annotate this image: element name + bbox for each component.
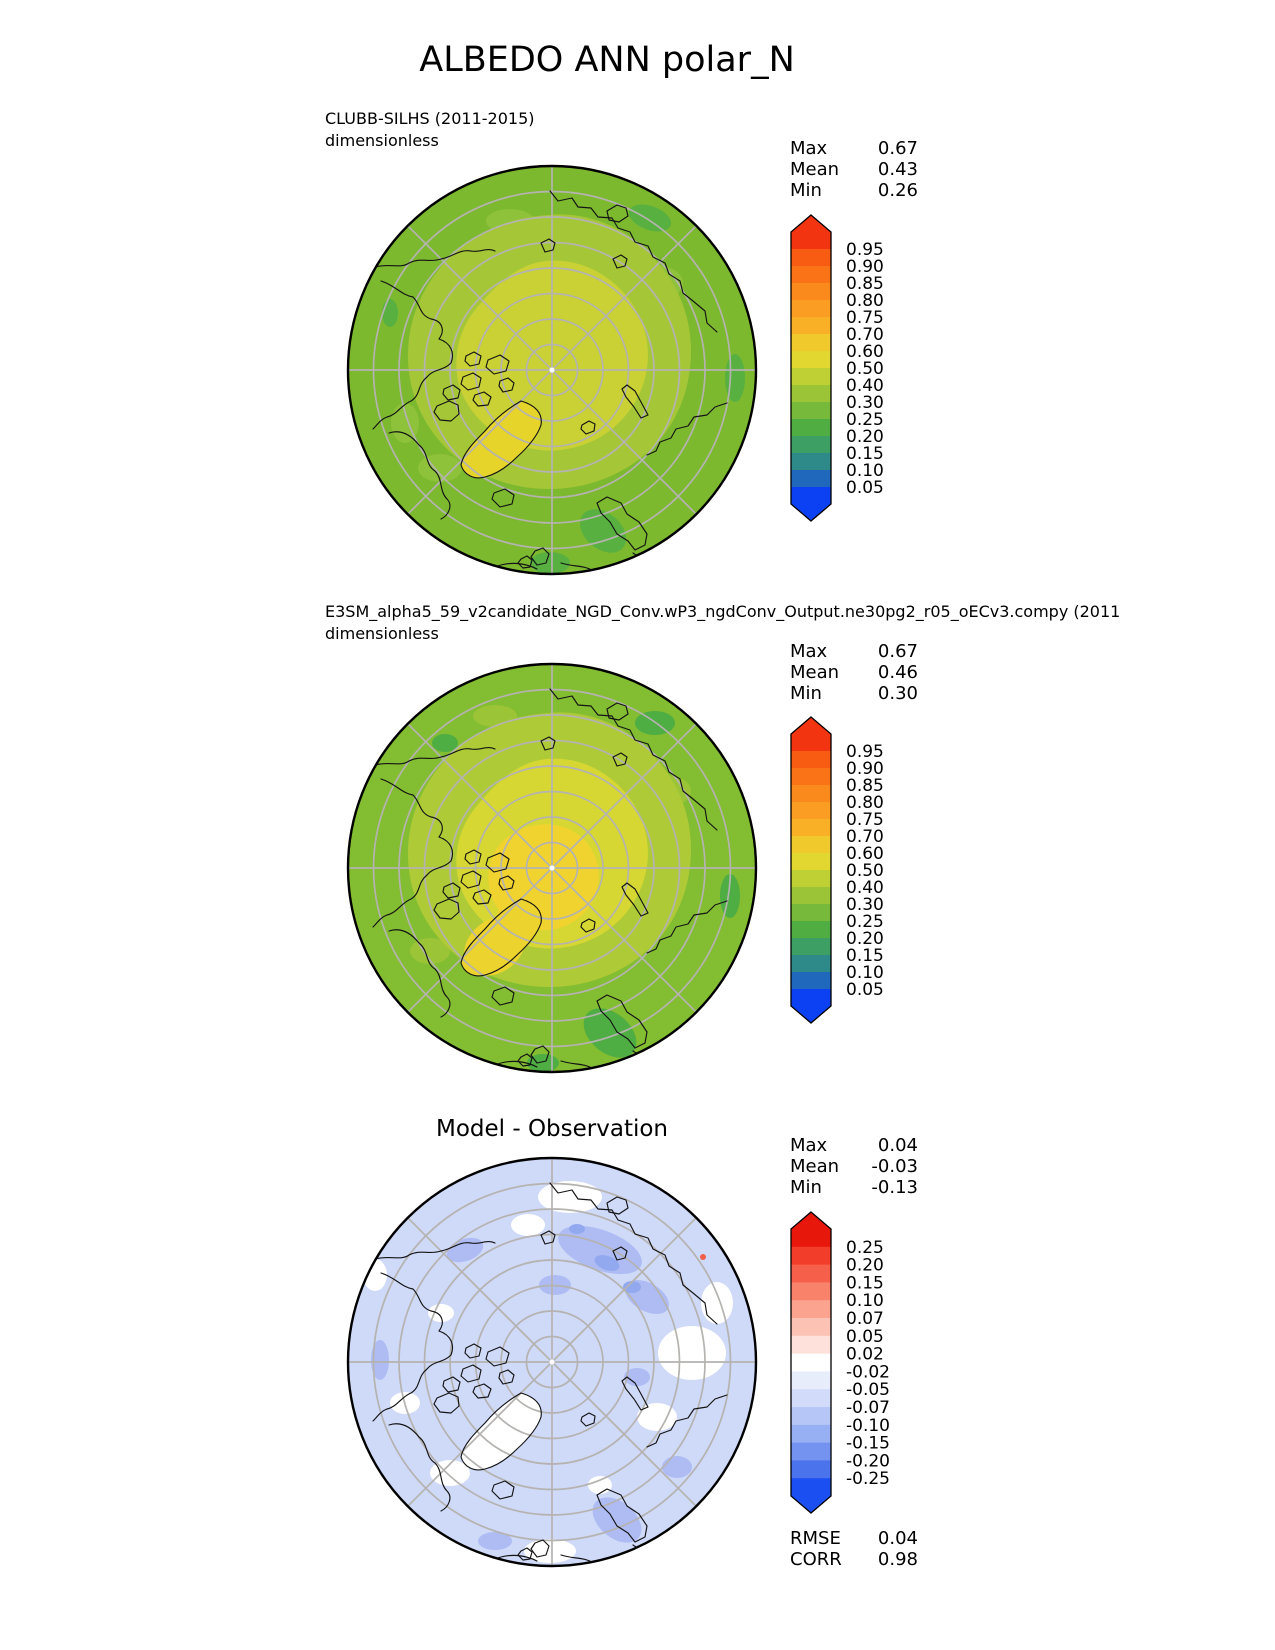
stat-name: Max [790, 641, 828, 662]
colorbar-tick-label: 0.20 [846, 928, 884, 949]
colorbar-tick-label: -0.10 [846, 1415, 890, 1436]
colorbar-tick-label: 0.15 [846, 1273, 884, 1294]
colorbar-tick-label: 0.15 [846, 443, 884, 464]
stat-value: 0.46 [877, 662, 918, 683]
colorbar-segment [791, 232, 831, 250]
colorbar-segment [791, 1407, 831, 1425]
colorbar-segment [791, 368, 831, 386]
obs-stats-block [790, 138, 918, 201]
colorbar-segment [791, 989, 831, 1007]
colorbar-segment [791, 955, 831, 973]
diff-metrics-block [790, 1528, 918, 1570]
stat-row [790, 1177, 918, 1198]
colorbar-tick-label: 0.20 [846, 1255, 884, 1276]
colorbar-tick-label: 0.20 [846, 426, 884, 447]
colorbar-tick-label: -0.07 [846, 1397, 890, 1418]
colorbar-segment [791, 266, 831, 284]
colorbar-tick-label: 0.80 [846, 792, 884, 813]
colorbar-segment [791, 751, 831, 769]
colorbar-tick-label: -0.02 [846, 1362, 890, 1383]
stat-name: Min [790, 683, 822, 704]
model-polar-map [345, 661, 759, 1075]
colorbar-tick-label: 0.10 [846, 1291, 884, 1312]
colorbar-tick-label: 0.30 [846, 392, 884, 413]
colorbar-segment [791, 402, 831, 420]
colorbar-tick-label: 0.75 [846, 307, 884, 328]
colorbar-extend-arrow-top [791, 215, 831, 232]
stat-row [790, 159, 918, 180]
colorbar-segment [791, 1478, 831, 1496]
metric-value: 0.04 [877, 1528, 918, 1549]
colorbar-segment [791, 972, 831, 990]
colorbar-segment [791, 819, 831, 837]
obs-colorbar [790, 214, 940, 526]
diff-pole-dot [549, 1359, 554, 1364]
colorbar-segment [791, 1318, 831, 1336]
colorbar-segment [791, 317, 831, 335]
colorbar-tick-label: -0.15 [846, 1433, 890, 1454]
stat-row [790, 138, 918, 159]
obs-units-label: dimensionless [325, 131, 439, 150]
colorbar-segment [791, 904, 831, 922]
stat-name: Min [790, 1177, 822, 1198]
colorbar-segment [791, 385, 831, 403]
colorbar-segment [791, 1389, 831, 1407]
colorbar-tick-label: 0.75 [846, 809, 884, 830]
diff-stats-block [790, 1135, 918, 1198]
stat-value: 0.67 [877, 138, 918, 159]
colorbar-tick-label: 0.95 [846, 239, 884, 260]
metric-row [790, 1549, 918, 1570]
diff-red-spot [700, 1254, 706, 1260]
colorbar-tick-label: 0.30 [846, 894, 884, 915]
colorbar-segment [791, 785, 831, 803]
model-stats-block [790, 641, 918, 704]
model-panel-label [325, 601, 1120, 645]
colorbar-tick-label: 0.25 [846, 409, 884, 430]
colorbar-segment [791, 1371, 831, 1389]
colorbar-tick-label: 0.90 [846, 256, 884, 277]
colorbar-segment [791, 1425, 831, 1443]
colorbar-segment [791, 453, 831, 471]
colorbar-tick-label: 0.90 [846, 758, 884, 779]
diff-panel-title: Model - Observation [435, 1116, 669, 1142]
colorbar-segment [791, 836, 831, 854]
metric-value: 0.98 [877, 1549, 918, 1570]
colorbar-tick-label: 0.85 [846, 273, 884, 294]
colorbar-tick-label: 0.70 [846, 324, 884, 345]
stat-value: 0.30 [877, 683, 918, 704]
stat-row [790, 662, 918, 683]
colorbar-tick-label: 0.05 [846, 477, 884, 498]
stat-row [790, 1156, 918, 1177]
colorbar-tick-label: 0.25 [846, 1237, 884, 1258]
colorbar-segment [791, 768, 831, 786]
colorbar-tick-label: 0.02 [846, 1344, 884, 1365]
colorbar-extend-arrow-bottom [791, 1006, 831, 1023]
colorbar-segment [791, 334, 831, 352]
colorbar-segment [791, 1265, 831, 1283]
colorbar-tick-label: 0.60 [846, 341, 884, 362]
colorbar-svg [790, 214, 940, 522]
colorbar-tick-label: 0.40 [846, 877, 884, 898]
metric-name: RMSE [790, 1528, 841, 1549]
colorbar-segment [791, 1336, 831, 1354]
stat-name: Max [790, 1135, 828, 1156]
colorbar-tick-label: 0.05 [846, 979, 884, 1000]
colorbar-segment [791, 921, 831, 939]
colorbar-segment [791, 938, 831, 956]
model-dataset-label: E3SM_alpha5_59_v2candidate_NGD_Conv.wP3_ngdConv_Output.ne30pg2_r05_oECv3.compy (2011 [325, 602, 1121, 621]
stat-value: 0.67 [877, 641, 918, 662]
colorbar-tick-label: 0.05 [846, 1326, 884, 1347]
colorbar-tick-label: 0.60 [846, 843, 884, 864]
stat-value: -0.13 [871, 1177, 918, 1198]
colorbar-tick-label: 0.85 [846, 775, 884, 796]
obs-panel-label [325, 108, 534, 152]
colorbar-tick-label: -0.25 [846, 1469, 890, 1490]
colorbar-segment [791, 1282, 831, 1300]
colorbar-tick-label: 0.25 [846, 911, 884, 932]
obs-dataset-label: CLUBB-SILHS (2011-2015) [325, 109, 535, 128]
stat-value: 0.43 [877, 159, 918, 180]
colorbar-extend-arrow-top [791, 1212, 831, 1229]
model-colorbar [790, 716, 940, 1028]
colorbar-segment [791, 436, 831, 454]
colorbar-tick-label: 0.70 [846, 826, 884, 847]
obs-pole-dot [549, 367, 554, 372]
colorbar-svg [790, 1211, 940, 1514]
figure-title: ALBEDO ANN polar_N [419, 40, 795, 80]
stat-name: Mean [790, 159, 840, 180]
stat-row [790, 1135, 918, 1156]
model-pole-dot [549, 865, 554, 870]
metric-row [790, 1528, 918, 1549]
colorbar-tick-label: -0.05 [846, 1380, 890, 1401]
colorbar-tick-label: 0.80 [846, 290, 884, 311]
colorbar-segment [791, 853, 831, 871]
colorbar-segment [791, 470, 831, 488]
colorbar-tick-label: -0.20 [846, 1451, 890, 1472]
colorbar-segment [791, 1354, 831, 1372]
colorbar-tick-label: 0.10 [846, 962, 884, 983]
colorbar-tick-label: 0.15 [846, 945, 884, 966]
colorbar-tick-label: 0.10 [846, 460, 884, 481]
stat-value: 0.04 [877, 1135, 918, 1156]
colorbar-extend-arrow-bottom [791, 504, 831, 521]
stat-value: 0.26 [877, 180, 918, 201]
colorbar-segment [791, 351, 831, 369]
stat-name: Mean [790, 1156, 840, 1177]
colorbar-tick-label: 0.95 [846, 741, 884, 762]
colorbar-segment [791, 870, 831, 888]
stat-row [790, 683, 918, 704]
colorbar-segment [791, 1460, 831, 1478]
stat-name: Min [790, 180, 822, 201]
colorbar-tick-label: 0.50 [846, 860, 884, 881]
stat-row [790, 180, 918, 201]
metric-name: CORR [790, 1549, 842, 1570]
colorbar-segment [791, 283, 831, 301]
colorbar-segment [791, 1443, 831, 1461]
stat-value: -0.03 [871, 1156, 918, 1177]
colorbar-tick-label: 0.40 [846, 375, 884, 396]
colorbar-segment [791, 300, 831, 318]
colorbar-segment [791, 887, 831, 905]
stat-row [790, 641, 918, 662]
colorbar-segment [791, 802, 831, 820]
stat-name: Max [790, 138, 828, 159]
colorbar-tick-label: 0.07 [846, 1308, 884, 1329]
colorbar-segment [791, 734, 831, 752]
diff-polar-map [345, 1155, 759, 1569]
colorbar-segment [791, 487, 831, 505]
colorbar-segment [791, 1247, 831, 1265]
colorbar-extend-arrow-bottom [791, 1496, 831, 1513]
colorbar-segment [791, 249, 831, 267]
colorbar-extend-arrow-top [791, 717, 831, 734]
colorbar-segment [791, 419, 831, 437]
colorbar-tick-label: 0.50 [846, 358, 884, 379]
stat-name: Mean [790, 662, 840, 683]
model-units-label: dimensionless [325, 624, 439, 643]
obs-polar-map [345, 163, 759, 577]
diff-colorbar [790, 1211, 940, 1518]
colorbar-svg [790, 716, 940, 1024]
colorbar-segment [791, 1300, 831, 1318]
colorbar-segment [791, 1229, 831, 1247]
